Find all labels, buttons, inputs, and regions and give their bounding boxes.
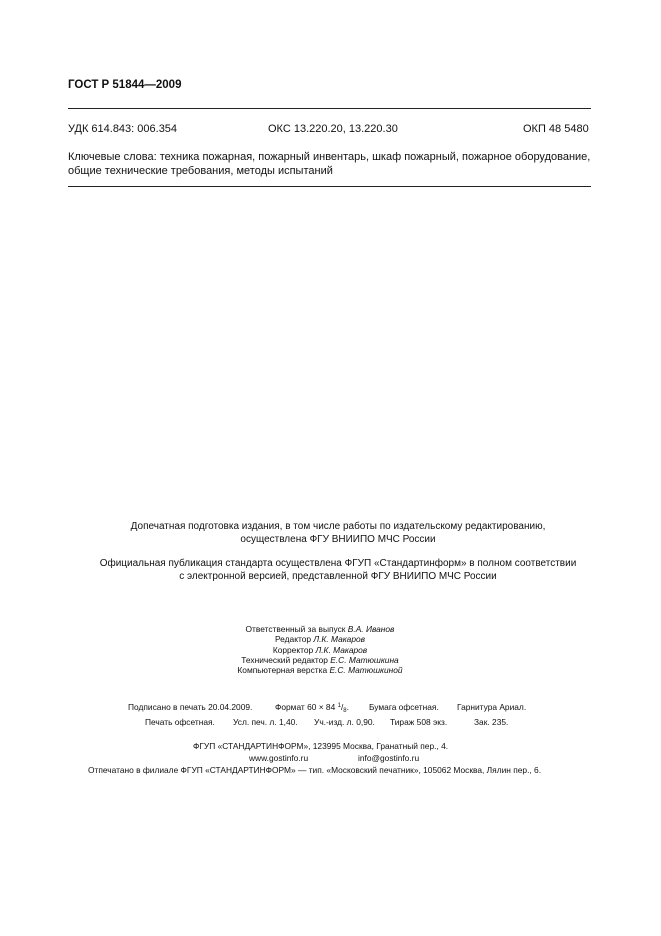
- top-rule: [68, 108, 591, 109]
- keywords-line-2: общие технические требования, методы испытаний: [68, 165, 333, 177]
- keywords-line-1: Ключевые слова: техника пожарная, пожарный инвентарь, шкаф пожарный, пожарное оборудование,: [68, 151, 591, 163]
- credit-role: Корректор: [272, 644, 314, 655]
- credit-role: Технический редактор: [241, 654, 328, 665]
- imprint-print: Печать офсетная.: [145, 717, 215, 727]
- publisher-email: info@gostinfo.ru: [358, 753, 420, 763]
- credit-row: [150, 634, 490, 644]
- udk-code: УДК 614.843: 006.354: [68, 123, 178, 135]
- credit-row: [150, 645, 490, 655]
- bottom-rule: [68, 186, 591, 187]
- prepress-line-1: Допечатная подготовка издания, в том числе работы по издательскому редактированию,: [130, 521, 546, 532]
- credit-row: [150, 655, 490, 665]
- credit-name: В.А. Иванов: [347, 624, 395, 634]
- imprint-font: Гарнитура Ариал.: [457, 702, 527, 712]
- credit-name: Е.С. Матюшкина: [330, 654, 399, 665]
- credit-row: [150, 665, 490, 675]
- imprint-usl: Усл. печ. л. 1,40.: [233, 717, 298, 727]
- publication-line-2: с электронной версией, представленной ФГУ ВНИИПО МЧС России: [179, 571, 497, 582]
- publisher-website: www.gostinfo.ru: [249, 753, 309, 763]
- credit-name: Е.С. Матюшкиной: [329, 665, 403, 676]
- publisher-address: ФГУП «СТАНДАРТИНФОРМ», 123995 Москва, Гранатный пер., 4.: [193, 741, 449, 751]
- format-denominator: 8: [343, 708, 347, 714]
- credits-block: [150, 624, 490, 675]
- oks-code: ОКС 13.220.20, 13.220.30: [268, 123, 398, 135]
- credit-role: Редактор: [274, 634, 312, 645]
- keywords: [68, 150, 592, 178]
- credit-name: Л.К. Макаров: [315, 644, 368, 655]
- prepress-line-2: осуществлена ФГУ ВНИИПО МЧС России: [240, 534, 436, 545]
- credit-row: [150, 624, 490, 634]
- credit-role: Компьютерная верстка: [237, 665, 328, 676]
- format-label: Формат 60 × 84: [275, 702, 336, 712]
- imprint-uch: Уч.-изд. л. 0,90.: [314, 717, 375, 727]
- okp-code: ОКП 48 5480: [523, 123, 589, 135]
- prepress-note: [68, 520, 608, 546]
- credit-name: Л.К. Макаров: [313, 634, 366, 645]
- publication-note: [68, 557, 608, 583]
- credit-role: Ответственный за выпуск: [245, 624, 346, 634]
- printing-house: Отпечатано в филиале ФГУП «СТАНДАРТИНФОРМ» — тип. «Московский печатник», 105062 Москва, Лялин пер., 6.: [88, 765, 542, 775]
- imprint-signed: Подписано в печать 20.04.2009.: [128, 702, 253, 712]
- imprint-tirazh: Тираж 508 экз.: [390, 717, 448, 727]
- imprint-paper: Бумага офсетная.: [369, 702, 439, 712]
- imprint-format: Формат 60 × 84 $^1/_8$.: [275, 702, 349, 714]
- document-number: ГОСТ Р 51844—2009: [68, 79, 182, 91]
- imprint-order: Зак. 235.: [474, 717, 509, 727]
- format-numerator: 1: [337, 703, 341, 709]
- publication-line-1: Официальная публикация стандарта осуществлена ФГУП «Стандартинформ» в полном соответствии: [99, 558, 577, 569]
